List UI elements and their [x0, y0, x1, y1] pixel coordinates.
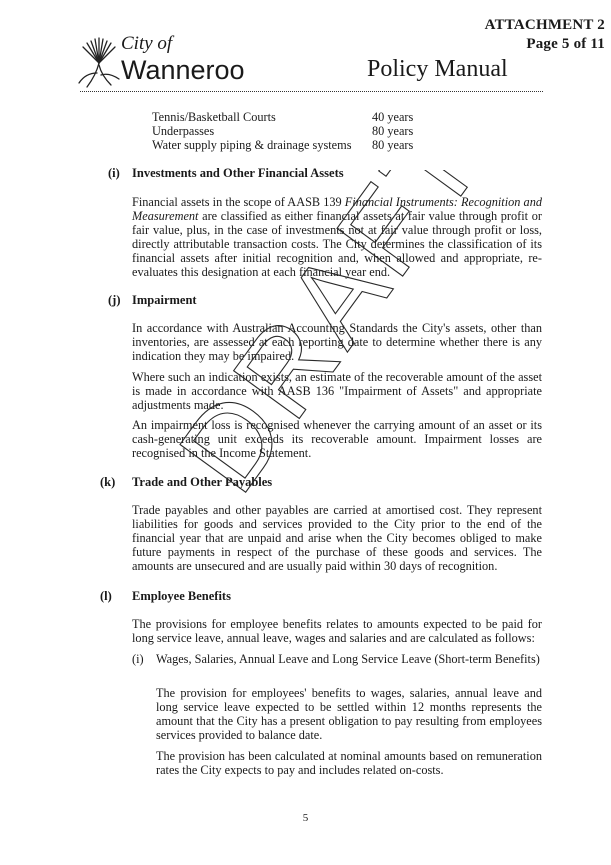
- asset-years: 40 years: [372, 110, 414, 124]
- attachment-label: ATTACHMENT 2: [484, 17, 605, 33]
- sub-item-title: Wages, Salaries, Annual Leave and Long Service Leave (Short-term Benefits): [156, 652, 540, 666]
- text-run: are classified as either financial assets at fair value through profit or fair value, plus, in the case of investments not at fair value through profit or loss, directly attributable transaction costs. The City determines the classification of its financial assets after initial recognition and, when allowed and appropriate, re-evaluates this designation at each financial year end.: [132, 209, 542, 279]
- attachment-header: [485, 16, 605, 54]
- section-title: Trade and Other Payables: [132, 475, 273, 489]
- paragraph: The provision has been calculated at nominal amounts based on remuneration rates the City expects to pay and includes related on-costs.: [156, 749, 542, 777]
- asset-class: Tennis/Basketball Courts: [152, 110, 276, 124]
- asset-years: 80 years: [372, 138, 414, 152]
- section-title: Impairment: [132, 293, 197, 307]
- manual-title: Policy Manual: [367, 56, 508, 82]
- section-title: Employee Benefits: [132, 589, 231, 603]
- paragraph: Where such an indication exists, an estimate of the recoverable amount of the asset is made in accordance with AASB 136 "Impairment of Assets" and appropriate adjustments made.: [132, 370, 542, 412]
- logo-city-text: City of: [121, 33, 173, 54]
- paragraph: [132, 195, 542, 279]
- section-title: Investments and Other Financial Assets: [132, 166, 344, 180]
- section-letter: (i): [108, 166, 120, 180]
- header-divider: [80, 91, 543, 92]
- asset-class: Water supply piping & drainage systems: [152, 138, 352, 152]
- asset-years: 80 years: [372, 124, 414, 138]
- page-number: 5: [302, 812, 309, 824]
- logo-name-text: Wanneroo: [121, 55, 245, 85]
- standard-title: Financial Instruments: Recognition and Measurement: [132, 195, 542, 223]
- section-letter: (l): [100, 589, 112, 603]
- banksia-flower-icon: [77, 33, 121, 89]
- paragraph: The provision for employees' benefits to wages, salaries, annual leave and long service leave expected to be settled within 12 months represents the amount that the City has a present obligation to pay resulting from employees services provided to balance date.: [156, 686, 542, 742]
- paragraph: An impairment loss is recognised whenever the carrying amount of an asset or its cash-generating unit exceeds its recoverable amount. Impairment losses are recognised in the Income Statement.: [132, 418, 542, 460]
- useful-life-row: [152, 124, 414, 138]
- city-logo: [77, 33, 247, 91]
- text-run: Financial assets in the scope of AASB 139: [132, 195, 345, 209]
- asset-class: Underpasses: [152, 124, 215, 138]
- useful-life-row: [152, 138, 414, 152]
- watermark-text: DRAFT: [160, 170, 480, 516]
- sub-item-number: (i): [132, 652, 144, 666]
- paragraph: Trade payables and other payables are carried at amortised cost. They represent liabilities for goods and services provided to the City prior to the end of the financial year that are unpaid and arise when the City becomes obliged to make future payments in respect of the purchase of these goods and services. The amounts are unsecured and are usually paid within 30 days of recognition.: [132, 503, 542, 573]
- useful-life-row: [152, 110, 414, 124]
- section-letter: (k): [100, 475, 116, 489]
- paragraph: The provisions for employee benefits relates to amounts expected to be paid for long service leave, annual leave, wages and salaries and are calculated as follows:: [132, 617, 542, 645]
- page-reference: Page 5 of 11: [526, 36, 605, 52]
- paragraph: In accordance with Australian Accounting Standards the City's assets, other than inventories, are assessed at each reporting date to determine whether there is any indication they may be impaired.: [132, 321, 542, 363]
- section-letter: (j): [108, 293, 121, 307]
